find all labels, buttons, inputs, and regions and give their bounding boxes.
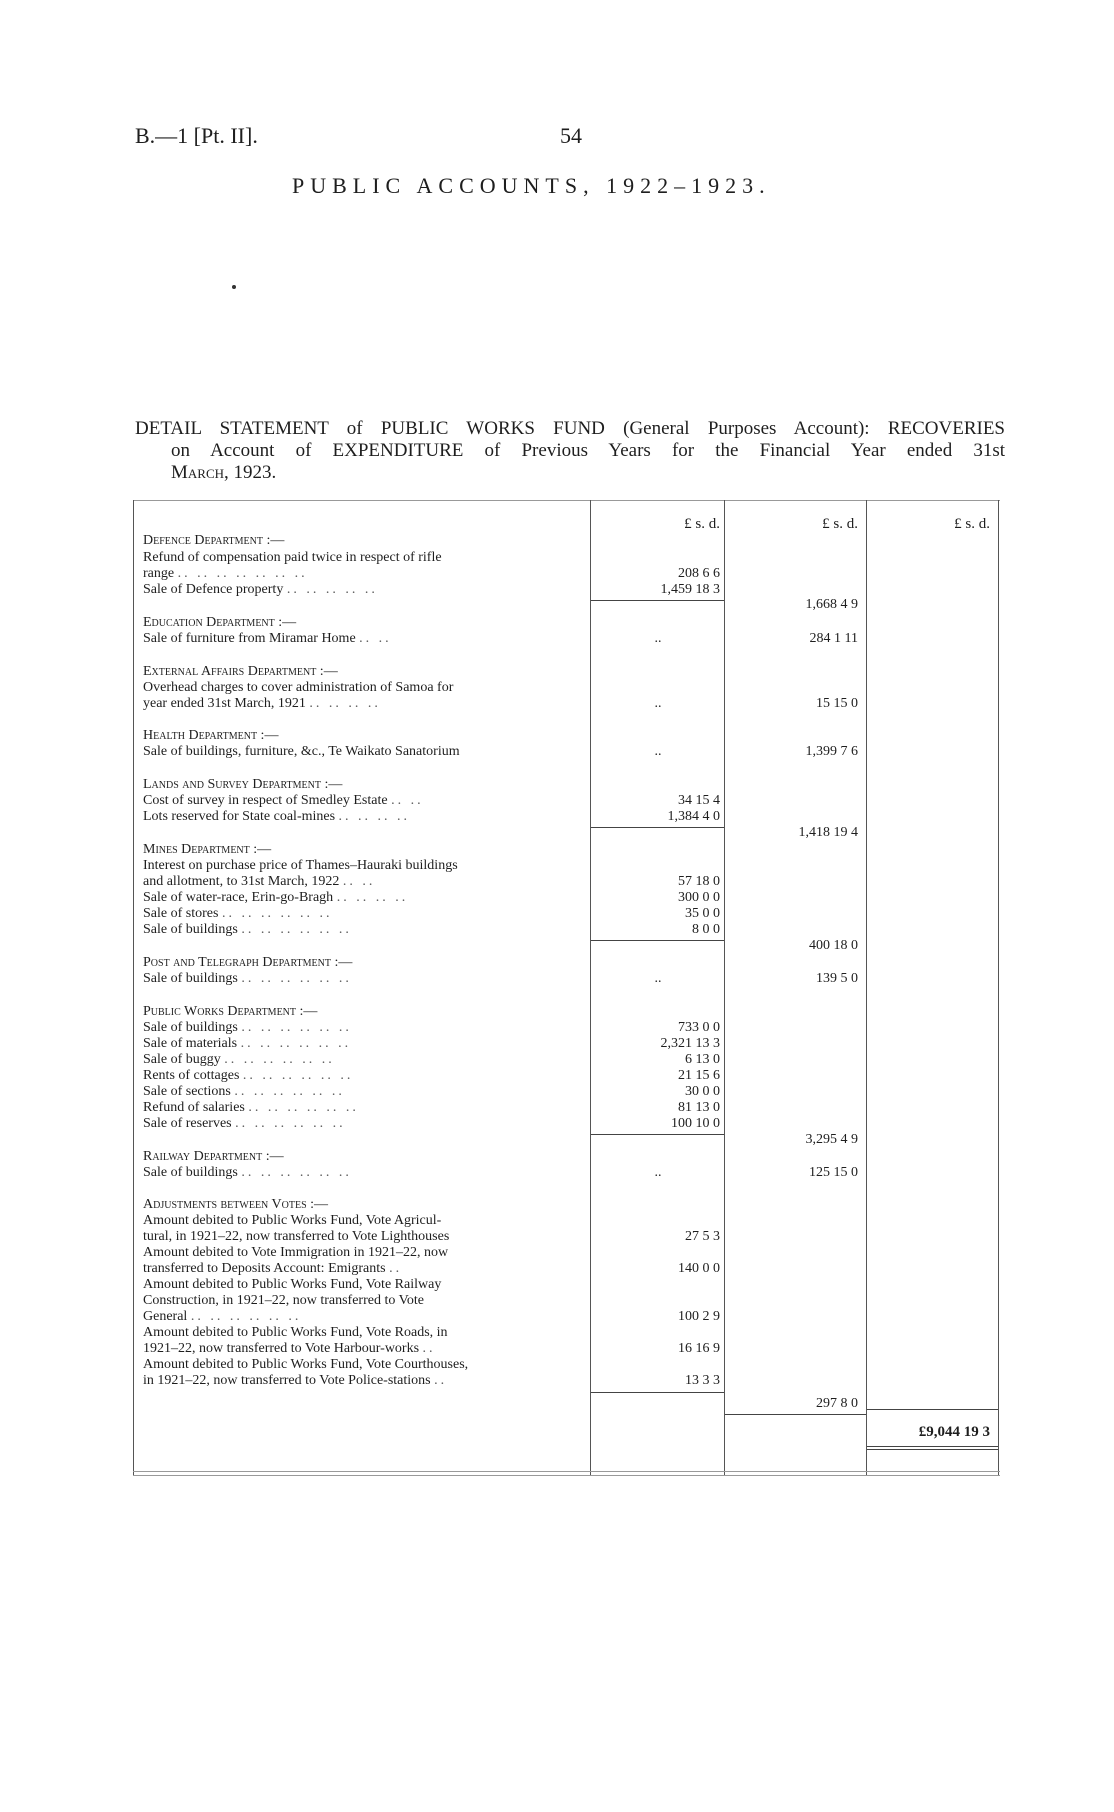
item-description: and allotment, to 31st March, 1922 .. .. <box>143 874 376 889</box>
item-amount: 300 0 0 <box>678 890 720 905</box>
item-description: Construction, in 1921–22, now transferred to Vote <box>143 1293 425 1308</box>
item-description: Sale of buildings .. .. .. .. .. .. <box>143 971 352 986</box>
subtotal-rule <box>591 1392 724 1393</box>
section-total: 1,399 7 6 <box>805 744 858 759</box>
grand-total-underline <box>867 1446 998 1447</box>
subtotal-rule <box>591 600 724 601</box>
item-description: range .. .. .. .. .. .. .. <box>143 566 308 581</box>
document-reference: B.—1 [Pt. II]. <box>135 123 258 148</box>
item-description: Amount debited to Public Works Fund, Vote Railway <box>143 1277 442 1292</box>
table-top-rule <box>133 500 1000 501</box>
table-right-border <box>998 500 999 1475</box>
item-amount: 1,384 4 0 <box>667 809 720 824</box>
column-divider-3 <box>866 500 867 1475</box>
item-amount: 208 6 6 <box>678 566 720 581</box>
section-total: 400 18 0 <box>809 938 858 953</box>
subtotal-rule <box>725 1414 866 1415</box>
item-amount: .. <box>654 696 662 711</box>
item-amount: 30 0 0 <box>685 1084 720 1099</box>
section-heading: Lands and Survey Department :— <box>143 777 343 792</box>
item-amount: 1,459 18 3 <box>660 582 720 597</box>
item-amount: .. <box>654 744 662 759</box>
column-divider-2 <box>724 500 725 1475</box>
section-heading: Public Works Department :— <box>143 1004 318 1019</box>
table-bottom-rule <box>133 1471 1000 1472</box>
statement-line-2: on Account of EXPENDITURE of Previous Years for the Financial Year ended 31st <box>171 440 1005 461</box>
item-amount: 140 0 0 <box>678 1261 720 1276</box>
statement-line-1: DETAIL STATEMENT of PUBLIC WORKS FUND (General Purposes Account): RECOVERIES <box>135 418 1005 439</box>
item-description: General .. .. .. .. .. .. <box>143 1309 302 1324</box>
section-heading: Railway Department :— <box>143 1149 284 1164</box>
item-description: Sale of furniture from Miramar Home .. .. <box>143 631 392 646</box>
item-amount: 8 0 0 <box>692 922 720 937</box>
column-header-3: £ s. d. <box>954 516 990 532</box>
item-amount: 100 2 9 <box>678 1309 720 1324</box>
subtotal-rule <box>591 827 724 828</box>
item-amount: .. <box>654 631 662 646</box>
grand-total: £9,044 19 3 <box>918 1424 990 1440</box>
item-description: Sale of water-race, Erin-go-Bragh .. .. .. .. <box>143 890 409 905</box>
section-total: 3,295 4 9 <box>805 1132 858 1147</box>
item-description: Sale of sections .. .. .. .. .. .. <box>143 1084 345 1099</box>
item-description: Rents of cottages .. .. .. .. .. .. <box>143 1068 354 1083</box>
item-description: Overhead charges to cover administration of Samoa for <box>143 680 454 695</box>
section-heading: Post and Telegraph Department :— <box>143 955 353 970</box>
item-amount: .. <box>654 971 662 986</box>
item-amount: .. <box>654 1165 662 1180</box>
item-description: Amount debited to Public Works Fund, Vote Courthouses, <box>143 1357 469 1372</box>
item-amount: 21 15 6 <box>678 1068 720 1083</box>
item-amount: 733 0 0 <box>678 1020 720 1035</box>
grand-total-underline-2 <box>867 1449 998 1450</box>
table-bottom-rule-2 <box>133 1475 1000 1476</box>
section-total: 297 8 0 <box>816 1396 858 1411</box>
item-description: Cost of survey in respect of Smedley Estate .. .. <box>143 793 424 808</box>
item-description: Sale of buildings .. .. .. .. .. .. <box>143 1165 352 1180</box>
item-amount: 34 15 4 <box>678 793 720 808</box>
section-heading: Education Department :— <box>143 615 297 630</box>
section-heading: Defence Department :— <box>143 533 285 548</box>
item-description: in 1921–22, now transferred to Vote Police-stations .. <box>143 1373 448 1388</box>
subtotal-rule <box>591 940 724 941</box>
item-description: Interest on purchase price of Thames–Hauraki buildings <box>143 858 458 873</box>
section-heading: Adjustments between Votes :— <box>143 1197 329 1212</box>
section-heading: Mines Department :— <box>143 842 272 857</box>
item-description: Sale of buggy .. .. .. .. .. .. <box>143 1052 335 1067</box>
section-heading: External Affairs Department :— <box>143 664 338 679</box>
item-description: Lots reserved for State coal-mines .. .. .. .. <box>143 809 411 824</box>
item-description: Sale of buildings .. .. .. .. .. .. <box>143 922 352 937</box>
item-amount: 57 18 0 <box>678 874 720 889</box>
column-header-2: £ s. d. <box>822 516 858 532</box>
section-total: 125 15 0 <box>809 1165 858 1180</box>
section-heading: Health Department :— <box>143 728 279 743</box>
item-amount: 2,321 13 3 <box>660 1036 720 1051</box>
statement-heading <box>135 418 1005 484</box>
page-title: PUBLIC ACCOUNTS, 1922–1923. <box>292 173 771 198</box>
item-description: Sale of buildings .. .. .. .. .. .. <box>143 1020 352 1035</box>
column-header-1: £ s. d. <box>684 516 720 532</box>
item-amount: 27 5 3 <box>685 1229 720 1244</box>
item-description: Refund of salaries .. .. .. .. .. .. <box>143 1100 359 1115</box>
item-description: Amount debited to Public Works Fund, Vote Agricul- <box>143 1213 442 1228</box>
item-description: Amount debited to Public Works Fund, Vote Roads, in <box>143 1325 448 1340</box>
item-amount: 16 16 9 <box>678 1341 720 1356</box>
table-left-border <box>133 500 134 1475</box>
column-divider-1 <box>590 500 591 1475</box>
item-description: Refund of compensation paid twice in respect of rifle <box>143 550 442 565</box>
section-total: 1,418 19 4 <box>798 825 858 840</box>
item-description: Sale of stores .. .. .. .. .. .. <box>143 906 333 921</box>
section-total: 284 1 11 <box>809 631 858 646</box>
item-amount: 6 13 0 <box>685 1052 720 1067</box>
item-description: Sale of buildings, furniture, &c., Te Waikato Sanatorium <box>143 744 460 759</box>
item-description: Sale of materials .. .. .. .. .. .. <box>143 1036 352 1051</box>
item-amount: 13 3 3 <box>685 1373 720 1388</box>
section-total: 15 15 0 <box>816 696 858 711</box>
item-description: tural, in 1921–22, now transferred to Vote Lighthouses <box>143 1229 450 1244</box>
item-amount: 81 13 0 <box>678 1100 720 1115</box>
item-description: Sale of Defence property .. .. .. .. .. <box>143 582 378 597</box>
item-description: transferred to Deposits Account: Emigrants .. <box>143 1261 403 1276</box>
item-amount: 100 10 0 <box>671 1116 720 1131</box>
subtotal-rule <box>591 1134 724 1135</box>
item-description: Amount debited to Vote Immigration in 1921–22, now <box>143 1245 449 1260</box>
item-description: year ended 31st March, 1921 .. .. .. .. <box>143 696 381 711</box>
section-total: 1,668 4 9 <box>805 597 858 612</box>
statement-line-3: March, 1923. <box>171 462 277 483</box>
grand-total-rule <box>867 1409 998 1410</box>
printer-mark <box>232 285 236 289</box>
item-description: 1921–22, now transferred to Vote Harbour-works .. <box>143 1341 436 1356</box>
item-description: Sale of reserves .. .. .. .. .. .. <box>143 1116 346 1131</box>
item-amount: 35 0 0 <box>685 906 720 921</box>
section-total: 139 5 0 <box>816 971 858 986</box>
page-number: 54 <box>560 123 582 148</box>
